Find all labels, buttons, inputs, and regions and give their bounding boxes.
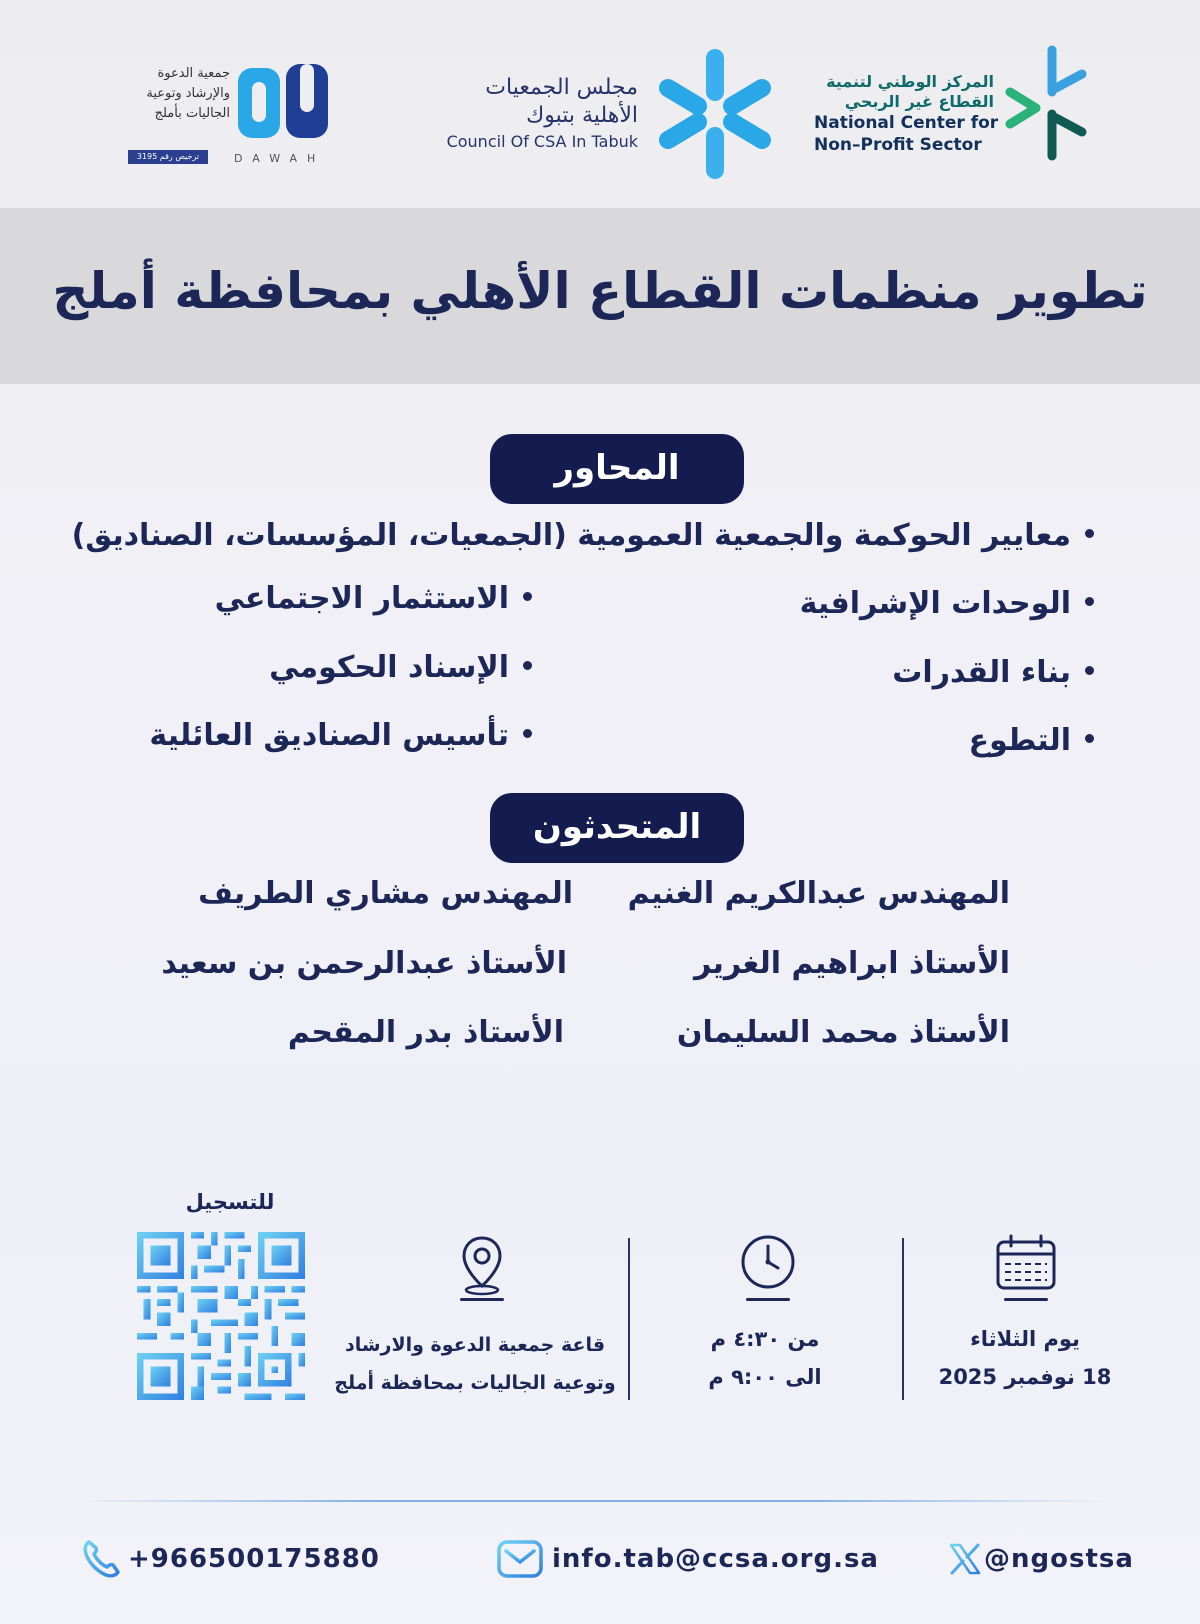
council-arabic-line2: الأهلية بتبوك	[526, 103, 638, 128]
ncnp-logo	[814, 44, 1090, 164]
divider	[902, 1238, 904, 1400]
axis-item: الوحدات الإشرافية	[800, 586, 1094, 621]
dawah-arabic-line1: جمعية الدعوة	[157, 66, 230, 81]
dawah-license-badge: ترخيص رقم 3195	[128, 150, 208, 164]
bullet-dot	[1085, 734, 1094, 743]
time-to: الى ٩:٠٠ م	[708, 1365, 822, 1389]
phone-number[interactable]: +966500175880	[128, 1544, 380, 1574]
icon-underline	[746, 1298, 790, 1301]
speaker-name: المهندس عبدالكريم الغنيم	[627, 876, 1010, 911]
council-asterisk-icon	[650, 44, 780, 184]
speaker-name: المهندس مشاري الطريف	[198, 876, 573, 911]
dawah-arabic-line2: والإرشاد وتوعية	[146, 86, 230, 101]
phone-contact[interactable]	[80, 1536, 380, 1582]
x-logo-icon	[948, 1542, 982, 1576]
bullet-dot	[523, 661, 532, 670]
venue-line2: وتوعية الجاليات بمحافظة أملج	[334, 1372, 616, 1394]
dawah-latin: DAWAH	[234, 152, 326, 165]
email-address[interactable]: info.tab@ccsa.org.sa	[552, 1544, 879, 1574]
bullet-dot	[523, 592, 532, 601]
council-logo	[410, 44, 780, 184]
speaker-name: الأستاذ ابراهيم الغرير	[693, 946, 1010, 981]
ncnp-english-line2: Non–Profit Sector	[814, 135, 982, 155]
axis-item: بناء القدرات	[892, 655, 1094, 690]
event-day: يوم الثلاثاء	[970, 1327, 1080, 1351]
axis-item: معايير الحوكمة والجمعية العمومية (الجمعيات، المؤسسات، الصناديق)	[72, 518, 1094, 553]
qr-code[interactable]	[137, 1232, 305, 1400]
speaker-name: الأستاذ عبدالرحمن بن سعيد	[161, 946, 567, 981]
time-from: من ٤:٣٠ م	[710, 1327, 820, 1351]
time-info	[690, 1320, 840, 1396]
event-date: 18 نوفمبر 2025	[938, 1365, 1112, 1389]
register-label: للتسجيل	[185, 1190, 275, 1214]
logos-header	[0, 0, 1200, 208]
venue-line1: قاعة جمعية الدعوة والارشاد	[344, 1334, 606, 1356]
social-handle[interactable]: @ngostsa	[984, 1544, 1134, 1574]
dawah-arabic-line3: الجاليات بأملج	[154, 106, 230, 121]
axes-heading: المحاور	[490, 434, 744, 504]
axis-item: الاستثمار الاجتماعي	[215, 581, 532, 616]
ncnp-arabic-line2: القطاع غير الربحي	[844, 92, 994, 111]
bullet-dot	[523, 729, 532, 738]
location-pin-icon	[458, 1234, 506, 1296]
axis-item: الإسناد الحكومي	[269, 650, 532, 685]
phone-icon	[80, 1537, 124, 1581]
icon-underline	[460, 1298, 504, 1301]
council-english: Council Of CSA In Tabuk	[446, 132, 638, 151]
calendar-icon	[995, 1234, 1057, 1292]
council-arabic-line1: مجلس الجمعيات	[485, 75, 638, 100]
icon-underline	[1004, 1298, 1048, 1301]
ncnp-mark-icon	[1000, 44, 1090, 164]
speakers-heading: المتحدثون	[490, 793, 744, 863]
title-band	[0, 208, 1200, 384]
axis-item: تأسيس الصناديق العائلية	[149, 718, 532, 753]
footer-divider	[70, 1500, 1110, 1502]
email-contact[interactable]	[496, 1536, 879, 1582]
email-icon	[496, 1538, 544, 1580]
ncnp-english-line1: National Center for	[814, 113, 999, 133]
date-info	[920, 1320, 1130, 1396]
page-title: تطوير منظمات القطاع الأهلي بمحافظة أملج	[52, 262, 1148, 320]
speaker-name: الأستاذ محمد السليمان	[676, 1015, 1010, 1050]
divider	[628, 1238, 630, 1400]
ncnp-arabic-line1: المركز الوطني لتنمية	[826, 72, 994, 91]
bullet-dot	[1085, 597, 1094, 606]
dawah-logo	[110, 60, 350, 170]
clock-icon	[740, 1234, 796, 1290]
bullet-dot	[1085, 666, 1094, 675]
dawah-mark-icon	[234, 60, 334, 146]
social-contact[interactable]	[948, 1536, 1134, 1582]
axis-item: التطوع	[969, 723, 1094, 758]
speaker-name: الأستاذ بدر المقحم	[287, 1015, 564, 1050]
venue-info	[330, 1326, 620, 1402]
bullet-dot	[1085, 529, 1094, 538]
